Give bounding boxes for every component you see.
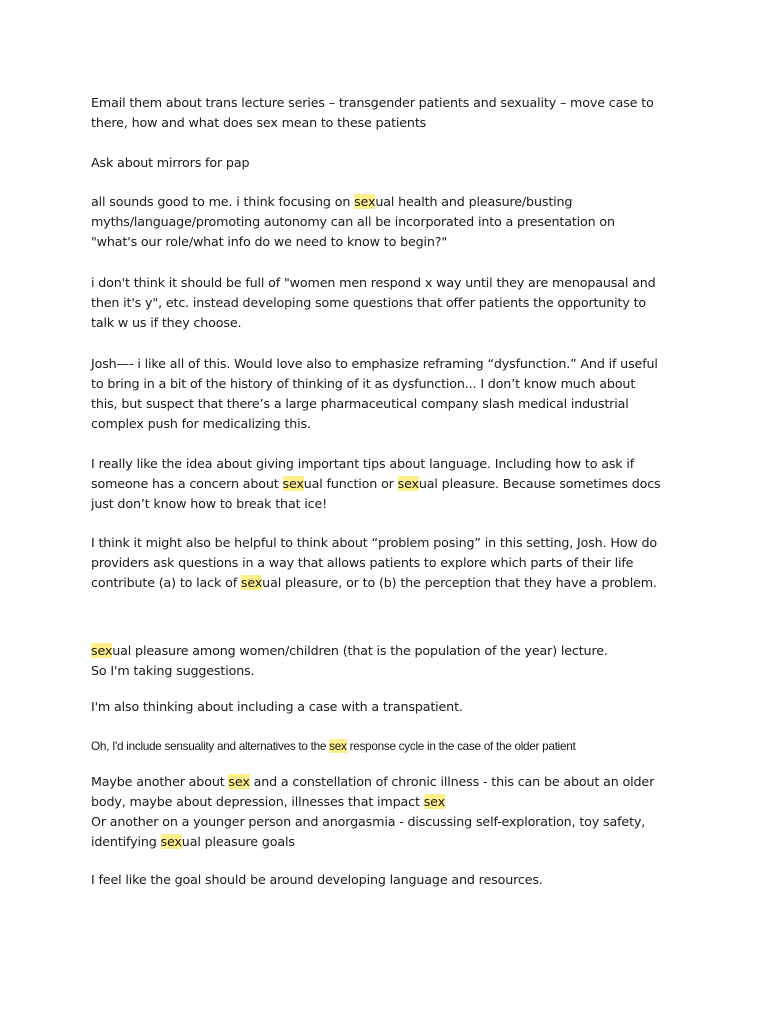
text-run: to bring in a bit of the history of thinking of it as dysfunction... I don’t know much about — [91, 376, 636, 391]
text-run: response cycle in the case of the older patient — [346, 739, 576, 753]
text-line — [91, 273, 691, 293]
text-run: Or another on a younger person and anorgasmia - discussing self-exploration, toy safety, — [91, 814, 646, 829]
text-run: ual health and pleasure/busting — [375, 194, 573, 209]
highlighted-search-term: sex — [240, 575, 263, 590]
document-page — [91, 93, 691, 890]
paragraph-mirrors-for-pap — [91, 153, 691, 173]
text-run: "what's our role/what info do we need to know to begin?" — [91, 234, 448, 249]
text-line — [91, 212, 691, 232]
text-run: just don’t know how to break that ice! — [91, 496, 328, 511]
text-line — [91, 93, 691, 113]
text-line — [91, 354, 691, 374]
highlighted-search-term: sex — [282, 476, 304, 491]
text-line — [91, 293, 691, 313]
paragraph-sounds-good — [91, 192, 691, 252]
text-line — [91, 374, 691, 394]
text-run: Josh—- i like all of this. Would love also to emphasize reframing “dysfunction.” And if useful — [91, 356, 658, 371]
text-run: ual function or — [303, 476, 398, 491]
text-run: this, but suspect that there’s a large pharmaceutical company slash medical industrial — [91, 396, 629, 411]
text-line — [91, 113, 691, 133]
highlighted-search-term: sex — [354, 194, 376, 209]
text-run: I really like the idea about giving important tips about language. Including how to ask if — [91, 456, 635, 471]
text-run: complex push for medicalizing this. — [91, 416, 311, 431]
text-line — [91, 313, 691, 333]
text-line — [91, 573, 691, 593]
text-run: there, how and what does sex mean to these patients — [91, 115, 427, 130]
text-run: ual pleasure, or to (b) the perception that they have a problem. — [262, 575, 657, 590]
paragraph-josh-reframing — [91, 354, 691, 434]
text-line — [91, 192, 691, 212]
text-run: So I'm taking suggestions. — [91, 663, 255, 678]
text-run: Ask about mirrors for pap — [91, 155, 250, 170]
paragraph-trans-lecture-email — [91, 93, 691, 133]
text-line — [91, 697, 691, 717]
text-line — [91, 533, 691, 553]
highlighted-search-term: sex — [423, 794, 445, 809]
text-run: identifying — [91, 834, 161, 849]
paragraph-goal-language-resources — [91, 870, 691, 890]
text-run: Email them about trans lecture series – transgender patients and sexuality – move case to — [91, 95, 654, 110]
text-line — [91, 414, 691, 434]
text-line — [91, 494, 691, 514]
text-line — [91, 792, 691, 812]
text-line — [91, 394, 691, 414]
text-line — [91, 772, 691, 792]
text-run: ual pleasure. Because sometimes docs — [418, 476, 661, 491]
text-run: talk w us if they choose. — [91, 315, 242, 330]
text-run: ual pleasure goals — [181, 834, 295, 849]
text-run: I'm also thinking about including a case with a transpatient. — [91, 699, 463, 714]
highlighted-search-term: sex — [228, 774, 250, 789]
text-line — [91, 153, 691, 173]
text-line — [91, 832, 691, 852]
text-run: and a constellation of chronic illness - this can be about an older — [249, 774, 655, 789]
paragraph-pleasure-lecture — [91, 641, 691, 681]
text-line — [91, 474, 691, 494]
text-run: ual pleasure among women/children (that is the population of the year) lecture. — [112, 643, 608, 658]
text-run: I feel like the goal should be around developing language and resources. — [91, 872, 543, 887]
text-run: i don't think it should be full of "women men respond x way until they are menopausal and — [91, 275, 656, 290]
highlighted-search-term: sex — [397, 476, 419, 491]
text-line — [91, 661, 691, 681]
text-line — [91, 812, 691, 832]
paragraph-sensuality-older-patient — [91, 736, 691, 756]
paragraph-problem-posing — [91, 533, 691, 593]
text-run: contribute (a) to lack of — [91, 575, 241, 590]
paragraph-transpatient-case — [91, 697, 691, 717]
text-run: then it's y", etc. instead developing some questions that offer patients the opportunity to — [91, 295, 647, 310]
text-run: all sounds good to me. i think focusing on — [91, 194, 355, 209]
highlighted-search-term: sex — [160, 834, 182, 849]
paragraph-not-full-of — [91, 273, 691, 333]
text-line — [91, 232, 691, 252]
highlighted-search-term: sex — [91, 643, 113, 658]
text-run: I think it might also be helpful to think about “problem posing” in this setting, Josh. How do — [91, 535, 657, 550]
text-run: myths/language/promoting autonomy can all be incorporated into a presentation on — [91, 214, 615, 229]
highlighted-search-term: sex — [329, 739, 347, 753]
text-line — [91, 641, 691, 661]
text-line — [91, 870, 691, 890]
paragraph-tips-about-language — [91, 454, 691, 514]
text-run: body, maybe about depression, illnesses that impact — [91, 794, 424, 809]
text-run: someone has a concern about — [91, 476, 283, 491]
text-line — [91, 736, 691, 756]
paragraph-chronic-illness-case — [91, 772, 691, 852]
text-run: Oh, I'd include sensuality and alternatives to the — [91, 739, 330, 753]
text-run: providers ask questions in a way that allows patients to explore which parts of their life — [91, 555, 634, 570]
text-run: Maybe another about — [91, 774, 229, 789]
text-line — [91, 454, 691, 474]
text-line — [91, 553, 691, 573]
